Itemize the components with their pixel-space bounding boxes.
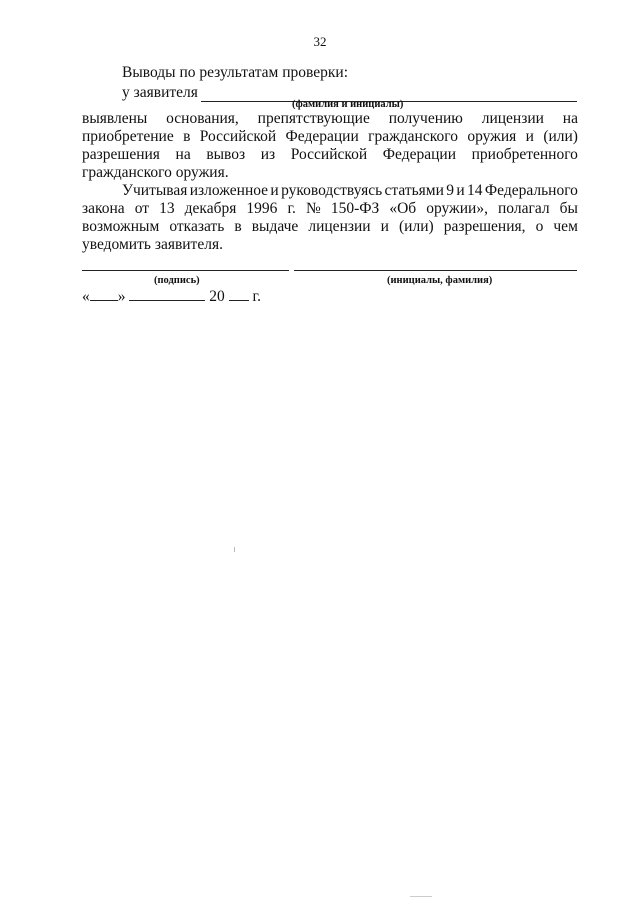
scan-edge-mark bbox=[410, 896, 432, 897]
word: 14 bbox=[467, 182, 483, 199]
word: и bbox=[380, 218, 389, 235]
word: выявлены bbox=[82, 110, 148, 127]
word: разрешения, bbox=[443, 218, 526, 235]
word: Федерального bbox=[484, 182, 578, 199]
word: на bbox=[175, 146, 191, 163]
word: изложенное bbox=[189, 182, 269, 199]
word: о bbox=[535, 218, 544, 235]
word: полагал bbox=[498, 200, 550, 217]
word: уведомить заявителя. bbox=[82, 236, 223, 253]
word: 1996 bbox=[246, 200, 278, 217]
word: Российской bbox=[290, 146, 368, 163]
word: (или) bbox=[399, 218, 434, 235]
paragraph1-line-2 bbox=[82, 128, 578, 146]
paragraph1-line-4 bbox=[82, 164, 578, 182]
signature-caption: (подпись) bbox=[154, 275, 200, 286]
word: приобретение bbox=[82, 128, 174, 145]
word: оружия bbox=[467, 128, 517, 145]
name-caption: (инициалы, фамилия) bbox=[387, 275, 493, 286]
word: Федерации bbox=[382, 146, 456, 163]
word: чем bbox=[553, 218, 578, 235]
year-prefix: 20 bbox=[209, 288, 225, 305]
word: «Об bbox=[389, 200, 417, 217]
word: закона bbox=[82, 200, 125, 217]
month-blank bbox=[129, 287, 205, 301]
word: Учитывая bbox=[122, 182, 188, 199]
word: лицензии bbox=[308, 218, 371, 235]
day-blank bbox=[90, 287, 118, 301]
word: лицензии bbox=[481, 110, 544, 127]
word: руководствуясь bbox=[281, 182, 383, 199]
paragraph1-line-3 bbox=[82, 146, 578, 164]
word: выдаче bbox=[251, 218, 299, 235]
word: Федерации bbox=[285, 128, 359, 145]
word: г. bbox=[287, 200, 296, 217]
word: 13 bbox=[159, 200, 175, 217]
applicant-label: у заявителя bbox=[122, 84, 198, 101]
findings-title: Выводы по результатам проверки: bbox=[122, 64, 349, 81]
word: в bbox=[234, 218, 242, 235]
applicant-caption: (фамилия и инициалы) bbox=[292, 99, 404, 110]
date-close-quote: » bbox=[117, 288, 126, 305]
date-row bbox=[82, 287, 261, 306]
word: приобретенного bbox=[471, 146, 578, 163]
word: от bbox=[134, 200, 150, 217]
word: № bbox=[305, 200, 321, 217]
word: (или) bbox=[543, 128, 578, 145]
word: препятствующие bbox=[257, 110, 370, 127]
word: в bbox=[183, 128, 191, 145]
word: бы bbox=[559, 200, 578, 217]
page-number: 32 bbox=[313, 34, 327, 49]
paragraph2-line-2 bbox=[82, 200, 578, 218]
word: из bbox=[260, 146, 276, 163]
word: Российской bbox=[199, 128, 277, 145]
word: и bbox=[270, 182, 279, 199]
signature-line bbox=[82, 270, 289, 271]
word: разрешения bbox=[82, 146, 160, 163]
word: получению bbox=[388, 110, 463, 127]
word: оружии», bbox=[426, 200, 488, 217]
paragraph2-line-1 bbox=[82, 182, 578, 200]
word: гражданского оружия. bbox=[82, 164, 229, 181]
word: отказать bbox=[169, 218, 225, 235]
word: вывоз bbox=[206, 146, 246, 163]
year-suffix: г. bbox=[252, 288, 261, 305]
paragraph1-line-1 bbox=[82, 110, 578, 128]
word: основания, bbox=[166, 110, 239, 127]
paragraph2-line-3 bbox=[82, 218, 578, 236]
word: и bbox=[456, 182, 465, 199]
paragraph2-line-4 bbox=[82, 236, 578, 254]
scan-speck bbox=[234, 547, 235, 552]
year-blank bbox=[229, 287, 249, 301]
word: декабря bbox=[184, 200, 237, 217]
name-line bbox=[294, 270, 577, 271]
word: 150-ФЗ bbox=[330, 200, 380, 217]
word: возможным bbox=[82, 218, 160, 235]
word: гражданского bbox=[368, 128, 458, 145]
word: 9 bbox=[446, 182, 455, 199]
word: статьями bbox=[384, 182, 444, 199]
word: и bbox=[525, 128, 534, 145]
date-open-quote: « bbox=[82, 288, 90, 305]
word: на bbox=[562, 110, 578, 127]
